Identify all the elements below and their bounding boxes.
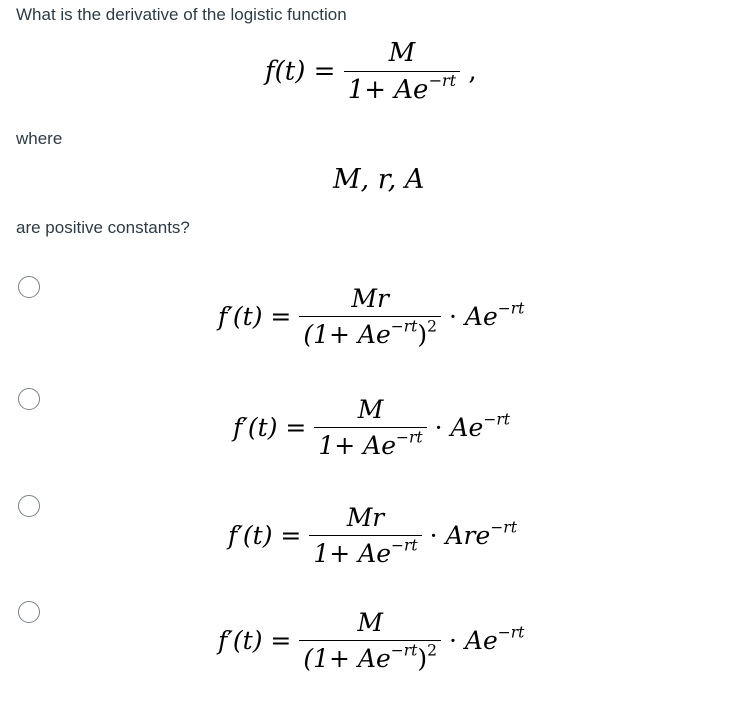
question-prompt: What is the derivative of the logistic function: [16, 5, 347, 24]
answer-3-radio[interactable]: [18, 495, 40, 517]
answer-2-denominator: [314, 427, 426, 460]
answer-4-mult: ·: [448, 626, 457, 655]
answer-4-rhs-base: Ae: [464, 626, 498, 655]
answer-3-numerator: Mr: [346, 503, 385, 532]
answer-1-equation: [218, 284, 524, 349]
function-numerator: M: [388, 38, 416, 68]
answer-3-equation: [228, 503, 517, 568]
answer-4-radio[interactable]: [18, 601, 40, 623]
answer-2-radio[interactable]: [18, 388, 40, 410]
function-denominator-base: 1+ Ae: [347, 75, 429, 105]
answer-3-den-exp: −rt: [391, 536, 418, 555]
answer-4-rhs-exp: −rt: [497, 623, 525, 642]
answer-1-den-tail: ): [417, 320, 428, 349]
constants-label: are positive constants?: [16, 218, 190, 237]
where-label: where: [16, 129, 63, 148]
function-lhs: f(t) =: [265, 56, 336, 87]
answer-4-denominator: [299, 640, 441, 673]
answer-3-fraction: [309, 503, 421, 568]
answer-4-lhs: f′(t) =: [218, 626, 292, 655]
answer-3-mult: ·: [429, 521, 438, 550]
answer-1-rhs-base: Ae: [464, 302, 498, 331]
answer-2-numerator: M: [357, 395, 384, 424]
answer-1-radio[interactable]: [18, 276, 40, 298]
answer-4-den-square: 2: [427, 641, 438, 660]
answer-2-den-exp: −rt: [396, 428, 423, 447]
answer-4-den-exp: −rt: [390, 641, 418, 660]
answer-3-lhs: f′(t) =: [228, 521, 302, 550]
answer-1-fraction: [299, 284, 441, 349]
logistic-function-equation: [265, 38, 477, 105]
answer-1-rhs-exp: −rt: [497, 299, 525, 318]
answer-1-den-exp: −rt: [390, 317, 418, 336]
answer-2-den-base: 1+ Ae: [318, 431, 396, 460]
answer-2-rhs-base: Ae: [450, 413, 484, 442]
answer-4-rhs: [464, 623, 525, 655]
answer-4-den-tail: ): [417, 644, 428, 673]
answer-2-mult: ·: [434, 413, 443, 442]
function-denominator: [344, 71, 460, 105]
answer-4-den-base: (1+ Ae: [303, 644, 391, 673]
function-fraction: [344, 38, 460, 105]
answer-4-fraction: [299, 608, 441, 673]
answer-1-den-base: (1+ Ae: [303, 320, 391, 349]
answer-3-denominator: [309, 535, 421, 568]
answer-3-rhs: [445, 518, 517, 550]
answer-4-equation: [218, 608, 524, 673]
answer-1-mult: ·: [448, 302, 457, 331]
constants-list: M, r, A: [333, 164, 425, 195]
answer-1-den-square: 2: [427, 317, 438, 336]
answer-2-rhs-exp: −rt: [483, 410, 510, 429]
answer-2-fraction: [314, 395, 426, 460]
answer-2-lhs: f′(t) =: [233, 413, 307, 442]
answer-2-equation: [233, 395, 510, 460]
answer-3-rhs-exp: −rt: [490, 518, 517, 537]
answer-3-den-base: 1+ Ae: [313, 539, 391, 568]
answer-4-numerator: M: [357, 608, 383, 637]
answer-1-rhs: [464, 299, 525, 331]
function-denominator-exponent: −rt: [428, 70, 457, 90]
answer-1-lhs: f′(t) =: [218, 302, 292, 331]
answer-3-rhs-base: Are: [445, 521, 491, 550]
answer-1-denominator: [299, 316, 441, 349]
function-trailing-comma: ,: [468, 56, 477, 87]
answer-1-numerator: Mr: [351, 284, 389, 313]
answer-2-rhs: [450, 410, 511, 442]
